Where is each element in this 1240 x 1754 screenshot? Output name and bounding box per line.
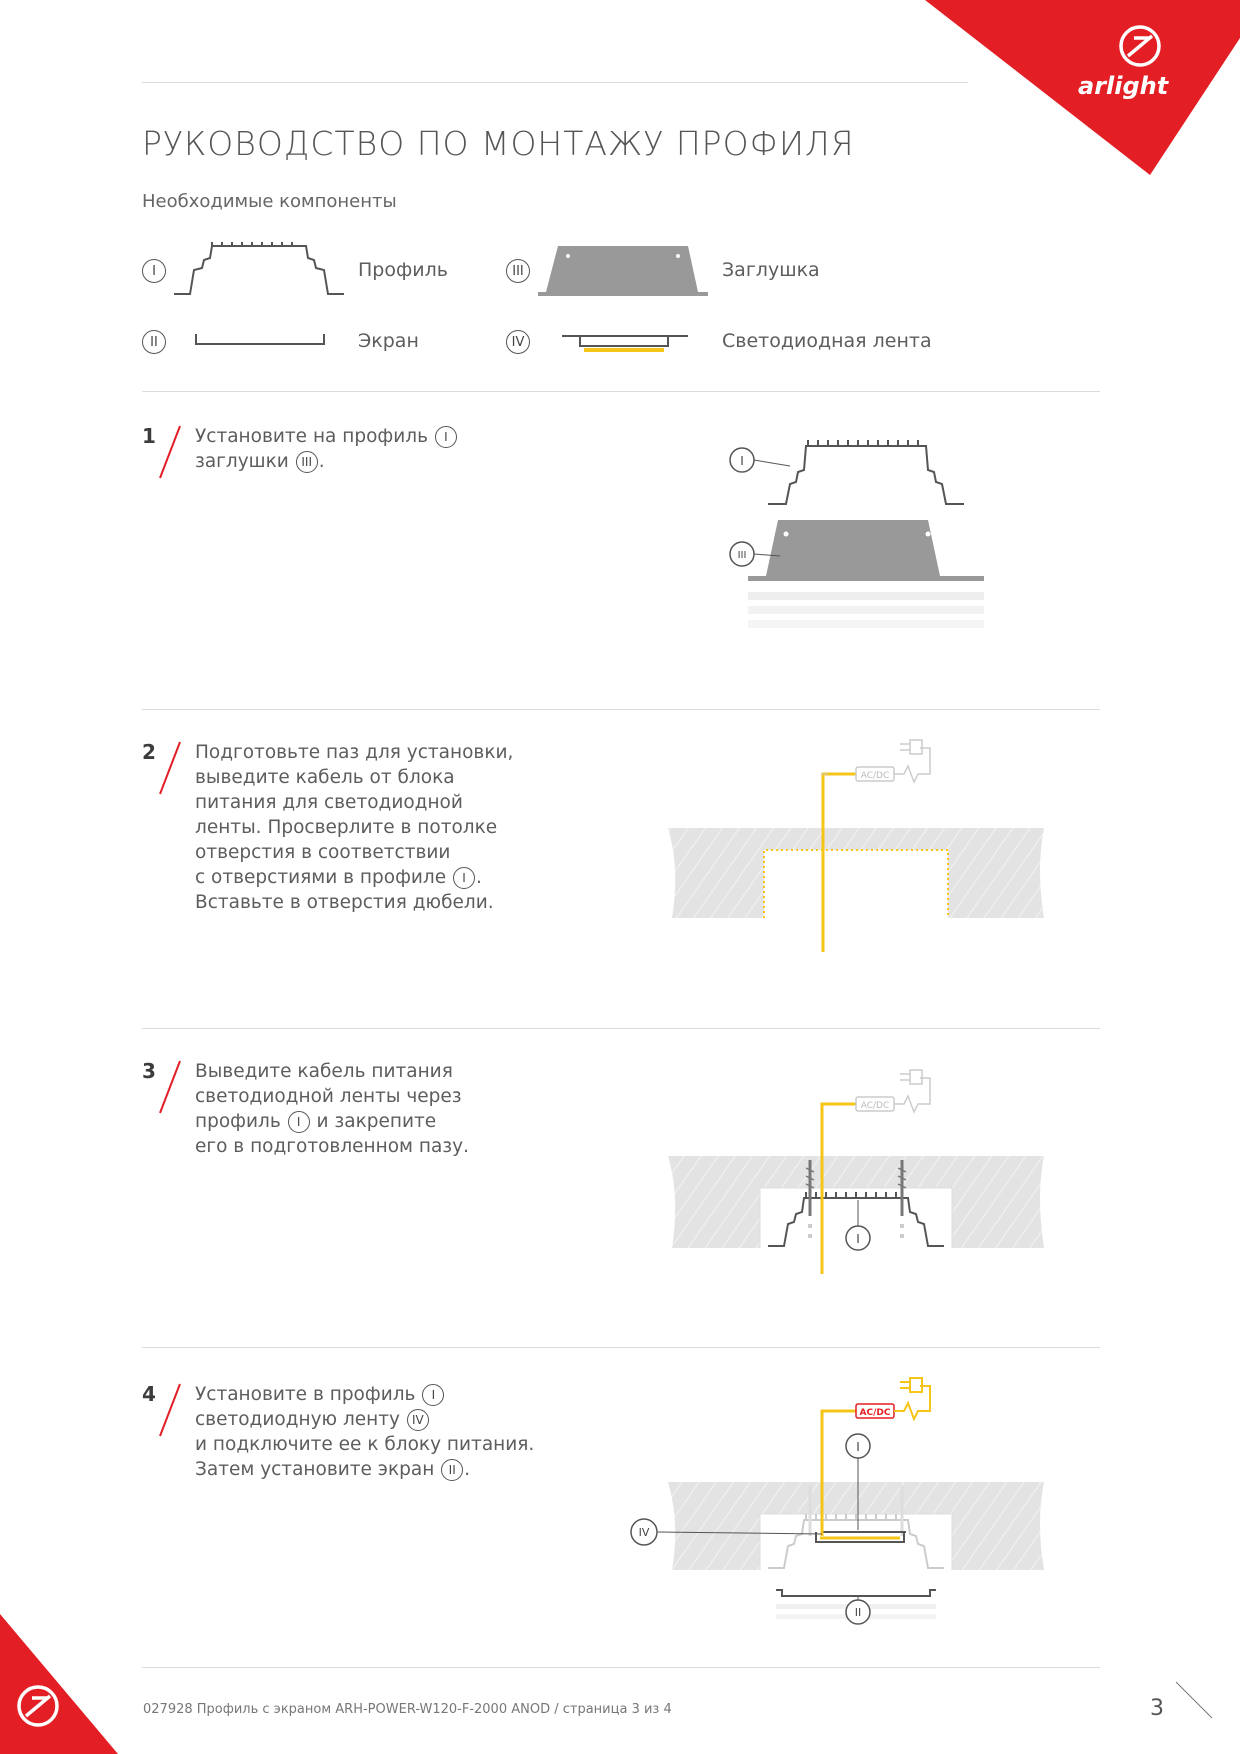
component-label-screen: Экран (358, 330, 419, 352)
component-num-1: I (142, 259, 166, 283)
svg-text:I: I (740, 454, 744, 468)
ref-profile: I (422, 1384, 444, 1406)
component-label-profile: Профиль (358, 259, 448, 281)
component-num-4: IV (506, 330, 530, 354)
component-label-end-cap: Заглушка (722, 259, 820, 281)
page-number: 3 (1150, 1696, 1164, 1721)
ref-profile: I (453, 867, 475, 889)
component-num-3: III (506, 259, 530, 283)
section-divider-4 (142, 1347, 1100, 1348)
svg-text:AC/DC: AC/DC (860, 771, 890, 781)
end-cap-icon (538, 242, 708, 302)
svg-text:II: II (854, 1606, 862, 1619)
page-title: РУКОВОДСТВО ПО МОНТАЖУ ПРОФИЛЯ (142, 124, 855, 163)
component-label-led-strip: Светодиодная лента (722, 330, 932, 352)
components-subtitle: Необходимые компоненты (142, 191, 397, 212)
brand-logo-text: arlight (1078, 72, 1169, 100)
section-divider-3 (142, 1028, 1100, 1029)
footer-text: 027928 Профиль с экраном ARH-POWER-W120-F-2000 ANOD / страница 3 из 4 (143, 1702, 672, 1717)
svg-text:AC/DC: AC/DC (859, 1408, 891, 1418)
profile-icon (172, 240, 332, 300)
svg-text:IV: IV (638, 1526, 650, 1539)
step-4-diagram (626, 1366, 1046, 1626)
svg-text:I: I (856, 1440, 860, 1454)
step-text-3: Выведите кабель питания светодиодной ленты через профиль I и закрепите его в подготовленном пазу. (195, 1061, 469, 1157)
section-divider-2 (142, 709, 1100, 710)
svg-text:III: III (737, 550, 747, 561)
step-1-diagram (718, 432, 978, 652)
step-number-2: 2 (142, 740, 156, 764)
page-corner-slash (1174, 1680, 1224, 1730)
step-text-1: Установите на профиль I заглушки III . (195, 424, 458, 474)
step-3-diagram (668, 1056, 1068, 1276)
svg-text:I: I (856, 1232, 860, 1246)
ref-profile: I (288, 1111, 310, 1133)
step-2-diagram (668, 734, 1068, 954)
step-slash-icon (156, 740, 186, 800)
step-slash-icon (156, 1059, 186, 1119)
step-slash-icon (156, 1382, 186, 1442)
ref-led-strip: IV (407, 1409, 429, 1431)
ref-screen: II (441, 1459, 463, 1481)
step-number-3: 3 (142, 1059, 156, 1083)
led-strip-icon (562, 330, 692, 354)
step-number-4: 4 (142, 1382, 156, 1406)
section-divider-1 (142, 391, 1100, 392)
ref-profile: I (435, 426, 457, 448)
top-divider (142, 82, 968, 83)
svg-text:AC/DC: AC/DC (860, 1101, 890, 1111)
step-slash-icon (156, 424, 186, 484)
brand-corner-bottom-left (0, 1614, 140, 1754)
ref-end-cap: III (296, 451, 318, 473)
component-num-2: II (142, 330, 166, 354)
brand-corner-top-right (0, 0, 1240, 200)
screen-icon (192, 330, 332, 350)
step-text-4: Установите в профиль I светодиодную ленту IV и подключите ее к блоку питания. Затем установите экран II . (195, 1384, 535, 1480)
section-divider-5 (142, 1667, 1100, 1668)
step-number-1: 1 (142, 424, 156, 448)
step-text-2: Подготовьте паз для установки, выведите кабель от блока питания для светодиодной ленты. Просверлите в потолке отверстия в соответствии с отверстиями в профиле I . Вставьте в отверстия дюбели. (195, 742, 514, 913)
